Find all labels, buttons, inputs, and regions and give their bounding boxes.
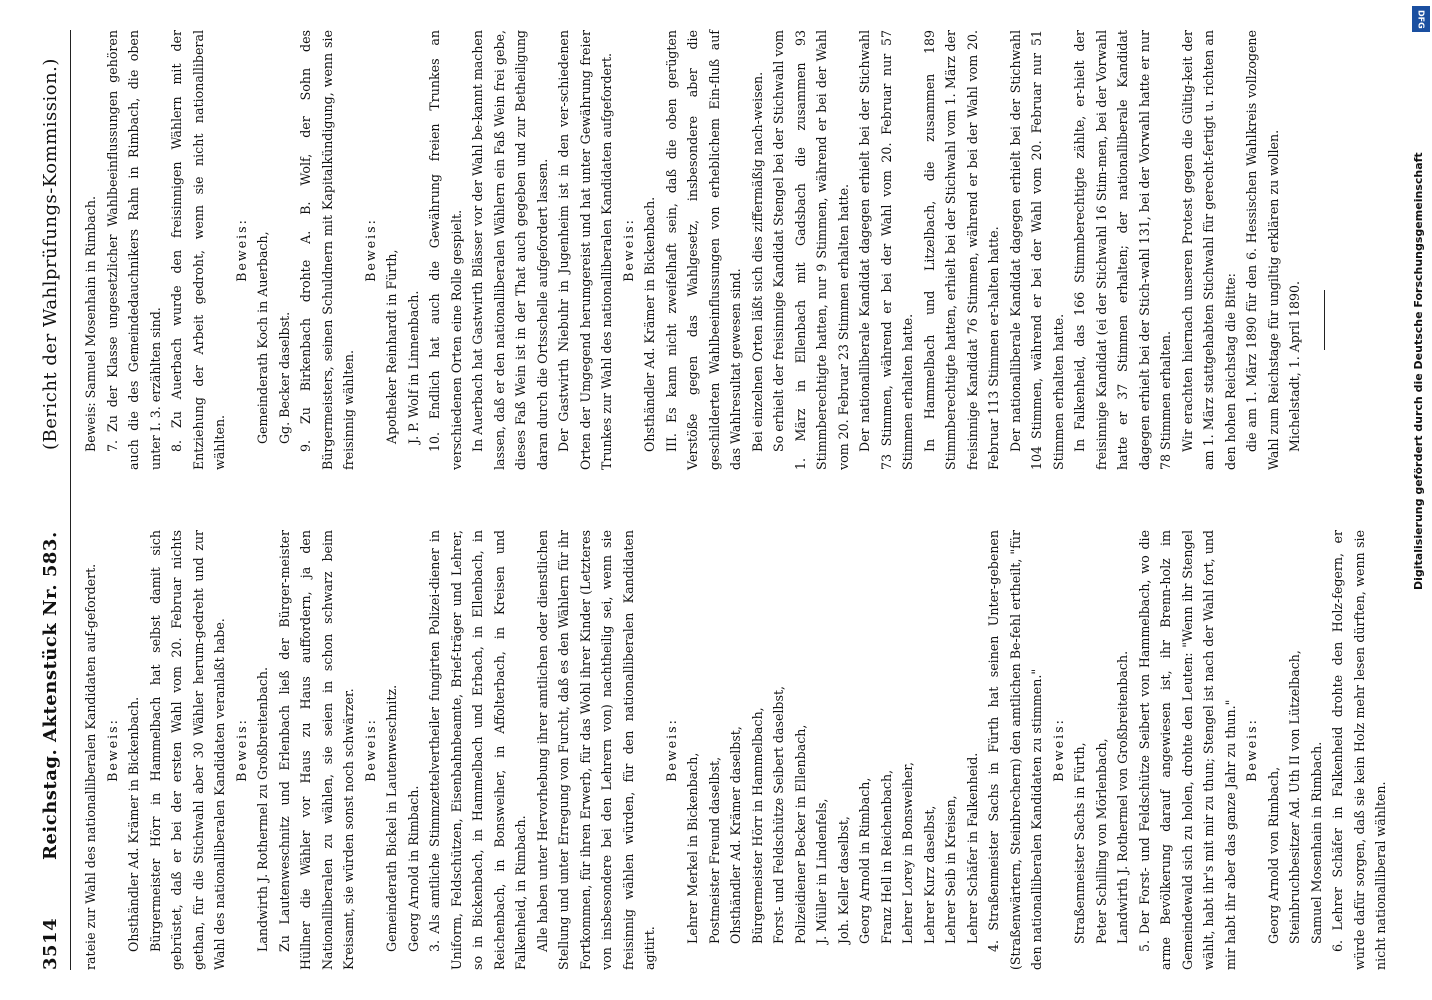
paragraph: Postmeister Freund daselbst, [706, 756, 722, 944]
paragraph: Gemeinderath Bickel in Lautenweschnitz. [384, 684, 399, 952]
paragraph: Apotheker Reinhardt in Fürth, [384, 249, 399, 444]
header-rule [70, 30, 71, 970]
paragraph: Lehrer Schäfer in Falkenheid. [964, 752, 980, 944]
paragraph: J. Müller in Lindenfels, [814, 798, 829, 944]
paragraph: Straßenmeister Sachs in Fürth, [1072, 742, 1087, 944]
paragraph: Beweis: [233, 718, 249, 782]
paragraph: 4. Straßenmeister Sachs in Fürth hat seinen Unter-gebenen (Straßenwärtern, Steinbrechern) den amtlichen Be-fehl ertheilt, "für den nationalliberalen Kandidaten zu stimmen." [986, 530, 1044, 970]
paragraph: rateie zur Wahl des nationalliberalen Kandidaten auf-gefordert. [83, 563, 98, 970]
paragraph: III. Es kann nicht zweifelhaft sein, daß die oben gerügten Verstöße gegen das Wahlgesetz, insbesondere aber die geschilderten Wahlbeeinflussungen von erheblichem Ein-fluß auf das Wahlresultat gewesen sind. [663, 30, 743, 470]
paragraph: Beweis: [1050, 718, 1066, 782]
paragraph: Zu Lautenweschnitz und Erlenbach ließ der Bürger-meister Hüllner die Wähler vor Haus zu Haus auffordern, ja den Nationalliberalen zu wählen, sie seien in schon schwarz beim Kreisamt, sie würden sonst noch schwärzer. [276, 530, 356, 970]
paragraph: Steinbruchbesitzer Ad. Uth II von Lützelbach, [1287, 650, 1302, 944]
paragraph: J. P. Wolf in Linnenbach. [405, 290, 421, 444]
paragraph: Der Gastwirth Niebuhr in Jugenheim ist in den ver-schiedenen Orten der Umgegend herumgereist und hat unter Gewährung freier Trunkes zur Wahl des nationalliberalen Kandidaten aufgefordert. [556, 30, 614, 470]
paragraph: 6. Lehrer Schäfer in Falkenheid drohte den Holz-fegern, er würde dafür sorgen, daß sie kein Holz mehr lesen dürften, wenn sie nicht nationalliberal wählten. [1330, 530, 1388, 970]
paragraph: 9. Zu Birkenbach drohte A. B. Wolf, der Sohn des Bürgermeisters, seinen Schuldnern mit Kapitalkündigung, wenn sie freisinnig wählten. [298, 30, 356, 470]
paragraph: Beweis: [620, 218, 636, 282]
left-text-column [80, 530, 1388, 970]
dfg-attribution: Digitalisierung gefördert durch die Deutsche Forschungsgemeinschaft [1412, 152, 1425, 590]
paragraph: 3. Als amtliche Stimmzettelvertheiler fungirten Polizei-diener in Uniform, Feldschützen, Eisenbahnbeamte, Brief-träger und Lehrer, so in Bickenbach, in Hammelbach und Erbach, in Ellenbach, in Reichenbach, in Bonsweiher, in Affolterbach, in Kreisen und Falkenheid, in Rimbach. [427, 530, 528, 970]
paragraph: 8. Zu Auerbach wurde den freisinnigen Wählern mit der Entziehung der Arbeit gedroht, wenn sie nicht nationalliberal wählten. [169, 30, 227, 470]
paragraph: Ohsthändler Ad. Krämer daselbst, [728, 726, 743, 944]
paragraph: Beweis: [233, 218, 249, 282]
paragraph: Gemeinderath Koch in Auerbach, [255, 231, 270, 444]
paragraph: Landwirth J. Rothermel zu Großbreitenbach. [255, 666, 270, 952]
paragraph: die am 1. März 1890 für den 6. Hessischen Wahlkreis vollzogene Wahl zum Reichstage für ungiltig erklären zu wollen. [1244, 30, 1281, 470]
paragraph: Lehrer Kurz daselbst, [921, 805, 937, 944]
paragraph: Michelstadt, 1. April 1890. [1287, 280, 1302, 452]
paragraph: Beweis: [362, 218, 378, 282]
paragraph: Joh. Keller daselbst, [835, 816, 851, 944]
dfg-logo: DFG [1412, 6, 1430, 32]
running-head [40, 30, 70, 970]
paragraph: Georg Arnold von Rimbach, [1265, 766, 1281, 944]
paragraph: 10. Endlich hat auch die Gewährung freien Trunkes an verschiedenen Orten eine Rolle gespielt. [427, 30, 464, 470]
page-number: 3514 [40, 917, 61, 970]
paragraph: Der nationalliberale Kandidat dagegen erhielt bei der Stichwahl 73 Stimmen, während er bei der Wahl vom 20. Februar nur 57 Stimmen erhalten hatte. [857, 30, 915, 470]
paragraph: Bürgermeister Hörr in Hammelbach, [749, 707, 765, 944]
paragraph: Peter Schilling von Mörlenbach, [1093, 738, 1109, 944]
right-text-column [80, 30, 1360, 470]
paragraph: Lehrer Seib in Kreisen, [943, 795, 958, 944]
paragraph: Beweis: [663, 718, 679, 782]
paragraph: Beweis: [1244, 718, 1259, 782]
paragraph: Bei einzelnen Orten läßt sich dies ziffermäßig nach-weisen. [749, 71, 765, 452]
paragraph: Wir erachten hiernach unseren Protest gegen die Gültig-keit der am 1. März stattgehabten Stichwahl für gerecht-fertigt u. richten an den hohen Reichstag die Bitte: [1179, 30, 1238, 470]
paragraph: Forst- und Feldschütze Seibert daselbst, [771, 685, 786, 944]
paragraph: Alle haben unter Hervorhebung ihrer amtlichen oder dienstlichen Stellung und unter Erregung von Furcht, daß es den Wählern für ihr Fortkommen, für ihren Erwerb, für das Wohl ihrer Kinder (Letzteres von insbesondere bei den Lehrern von) nachtheilig sei, wenn sie freisinnig wählen würden, für den nationalliberalen Kandidaten agitirt. [534, 530, 657, 970]
paragraph: Landwirth J. Rothermel von Großbreitenbach. [1115, 650, 1130, 944]
paragraph: Franz Hell in Reichenbach, [878, 769, 894, 944]
paragraph: In Falkenheid, das 166 Stimmberechtigte zählte, er-hielt der freisinnige Kandidat (ei der Stichwahl 16 Stim-men, bei der Vorwahl hatte er 37 Stimmen erhalten; der nationalliberale Kandidat dagegen erhielt bei der Stich-wahl 131, bei der Vorwahl hatte er nur 78 Stimmen erhalten. [1072, 30, 1173, 470]
paragraph: Ohsthändler Ad. Krämer in Bickenbach. [126, 696, 141, 952]
header-right-title: (Bericht der Wahlprüfungs-Kommission.) [40, 58, 61, 450]
paragraph: Georg Arnold in Rimbach, [857, 777, 872, 944]
paragraph: Beweis: Samuel Mosenhain in Rimbach. [83, 196, 98, 452]
header-left-title: Reichstag. Aktenstück Nr. 583. [40, 531, 61, 860]
dfg-sidebar [1410, 0, 1432, 1000]
paragraph: Beweis: [104, 718, 120, 782]
paragraph: Gg. Becker daselbst. [276, 311, 292, 444]
paragraph: In Auerbach hat Gastwirth Blässer vor der Wahl be-kannt machen lassen, daß er den nationalliberalen Wählern ein Faß Wein frei gebe, dieses Faß Wein ist in der That auch gegeben und zur Betheiligung daran durch die Ortsschelle aufgefordert lassen. [470, 30, 550, 470]
paragraph: Georg Arnold in Rimbach. [405, 785, 421, 952]
paragraph: Ohsthändler Ad. Krämer in Bickenbach. [642, 196, 657, 452]
paragraph: Der nationalliberale Kandidat dagegen erhielt bei der Stichwahl 104 Stimmen, während er bei der Wahl vom 20. Februar nur 51 Stimmen erhalten hatte. [1007, 30, 1066, 470]
paragraph: So erhielt der freisinnige Kandidat Stengel bei der Stichwahl vom 1. März in Ellenbach mit Gadsbach die zusammen 93 Stimmberechtigte hatten, nur 9 Stimmen, während er bei der Wahl vom 20. Februar 23 Stimmen erhalten hatte. [771, 30, 851, 470]
paragraph: Bürgermeister Hörr in Hammelbach hat selbst damit sich gebrüstet, daß er bei der ersten Wahl vom 20. Februar nichts gethan, für die Stichwahl aber 30 Wähler herum-gedreht und zur Wahl des nationalliberalen Kandidaten veranlaßt habe. [147, 530, 227, 970]
paragraph: Beweis: [362, 718, 378, 782]
paragraph: 7. Zu der Klasse ungesetzlicher Wahlbeeinflussungen gehören auch die des Gemeindedauchnikers Rahn in Rimbach, die oben unter I. 3. erzählten sind. [104, 30, 163, 470]
paragraph: Polizeidiener Becker in Ellenbach, [792, 724, 808, 944]
closing-rule [1324, 290, 1325, 350]
paragraph: 5. Der Forst- und Feldschütze Seibert von Hammelbach, wo die arme Bevölkerung darauf angewiesen ist, ihr Brenn-holz im Gemeindewald sich zu holen, drohte den Leuten: "Wenn ihr Stengel wählt, habt ihr's mit mir zu thun; Stengel ist nach der Wahl fort, und mir habt ihr aber das ganze Jahr zu thun." [1136, 530, 1238, 970]
paragraph: Lehrer Merkel in Bickenbach, [685, 752, 700, 944]
paragraph: Samuel Mosenhain in Rimbach. [1308, 741, 1324, 944]
paragraph: Lehrer Lorey in Bonsweiher, [900, 762, 915, 944]
paragraph: In Hammelbach und Litzelbach, die zusammen 189 Stimmberechtigte hatten, erhielt bei der Stichwahl vom 1. März der freisinnige Kandidat 76 Stimmen, während er bei der Wahl vom 20. Februar 113 Stimmen er-halten hatte. [921, 30, 1001, 470]
